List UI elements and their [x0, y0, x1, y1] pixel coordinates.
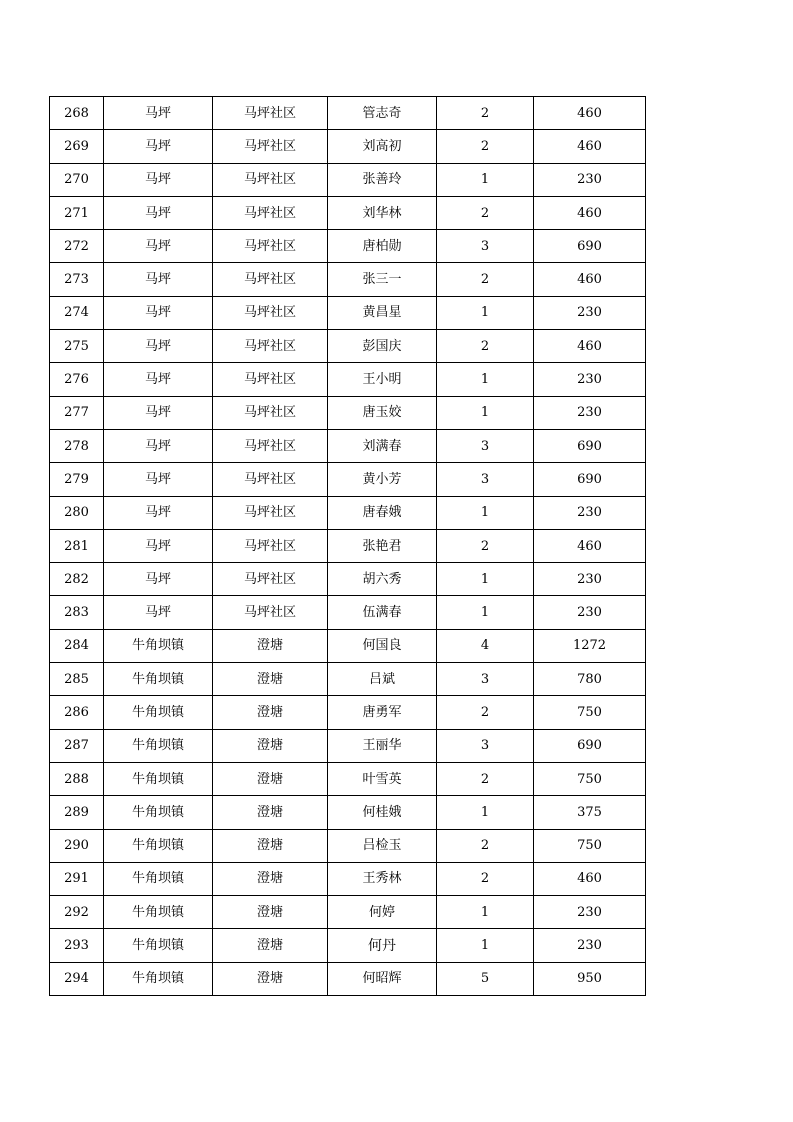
town-cell: 马坪 [104, 330, 213, 363]
village-cell: 澄塘 [213, 962, 328, 995]
household-count-cell: 2 [437, 529, 534, 562]
row-number-cell: 269 [50, 130, 104, 163]
amount-cell: 375 [534, 796, 646, 829]
amount-cell: 230 [534, 163, 646, 196]
row-number-cell: 279 [50, 463, 104, 496]
amount-cell: 750 [534, 696, 646, 729]
amount-cell: 230 [534, 896, 646, 929]
row-number-cell: 287 [50, 729, 104, 762]
amount-cell: 460 [534, 130, 646, 163]
household-count-cell: 2 [437, 330, 534, 363]
row-number-cell: 293 [50, 929, 104, 962]
table-row [50, 363, 646, 396]
village-cell: 澄塘 [213, 762, 328, 795]
row-number-cell: 288 [50, 762, 104, 795]
row-number-cell: 294 [50, 962, 104, 995]
town-cell: 马坪 [104, 296, 213, 329]
town-cell: 马坪 [104, 230, 213, 263]
table-row [50, 663, 646, 696]
household-count-cell: 5 [437, 962, 534, 995]
amount-cell: 690 [534, 429, 646, 462]
amount-cell: 230 [534, 396, 646, 429]
village-cell: 澄塘 [213, 629, 328, 662]
table-row [50, 929, 646, 962]
household-count-cell: 1 [437, 163, 534, 196]
town-cell: 牛角坝镇 [104, 729, 213, 762]
household-count-cell: 1 [437, 563, 534, 596]
amount-cell: 460 [534, 196, 646, 229]
row-number-cell: 277 [50, 396, 104, 429]
name-cell: 何国良 [328, 629, 437, 662]
village-cell: 马坪社区 [213, 529, 328, 562]
table-row [50, 463, 646, 496]
name-cell: 黄昌星 [328, 296, 437, 329]
name-cell: 吕检玉 [328, 829, 437, 862]
amount-cell: 750 [534, 762, 646, 795]
village-cell: 马坪社区 [213, 230, 328, 263]
row-number-cell: 276 [50, 363, 104, 396]
household-count-cell: 2 [437, 862, 534, 895]
table-row [50, 230, 646, 263]
table-row [50, 97, 646, 130]
household-count-cell: 2 [437, 196, 534, 229]
town-cell: 牛角坝镇 [104, 929, 213, 962]
household-count-cell: 1 [437, 796, 534, 829]
name-cell: 王秀林 [328, 862, 437, 895]
name-cell: 彭国庆 [328, 330, 437, 363]
amount-cell: 1272 [534, 629, 646, 662]
row-number-cell: 285 [50, 663, 104, 696]
village-cell: 澄塘 [213, 696, 328, 729]
household-count-cell: 1 [437, 896, 534, 929]
town-cell: 牛角坝镇 [104, 862, 213, 895]
village-cell: 马坪社区 [213, 296, 328, 329]
amount-cell: 690 [534, 463, 646, 496]
amount-cell: 230 [534, 496, 646, 529]
village-cell: 澄塘 [213, 829, 328, 862]
amount-cell: 690 [534, 729, 646, 762]
name-cell: 伍满春 [328, 596, 437, 629]
amount-cell: 460 [534, 97, 646, 130]
town-cell: 马坪 [104, 263, 213, 296]
town-cell: 牛角坝镇 [104, 962, 213, 995]
row-number-cell: 274 [50, 296, 104, 329]
town-cell: 马坪 [104, 97, 213, 130]
town-cell: 牛角坝镇 [104, 629, 213, 662]
village-cell: 马坪社区 [213, 496, 328, 529]
table-row [50, 696, 646, 729]
village-cell: 澄塘 [213, 796, 328, 829]
village-cell: 马坪社区 [213, 396, 328, 429]
village-cell: 澄塘 [213, 929, 328, 962]
household-count-cell: 1 [437, 296, 534, 329]
row-number-cell: 268 [50, 97, 104, 130]
amount-cell: 230 [534, 563, 646, 596]
household-count-cell: 2 [437, 762, 534, 795]
name-cell: 唐柏勋 [328, 230, 437, 263]
town-cell: 马坪 [104, 563, 213, 596]
village-cell: 马坪社区 [213, 563, 328, 596]
household-count-cell: 4 [437, 629, 534, 662]
household-count-cell: 3 [437, 463, 534, 496]
name-cell: 吕斌 [328, 663, 437, 696]
row-number-cell: 290 [50, 829, 104, 862]
table-row [50, 962, 646, 995]
amount-cell: 230 [534, 596, 646, 629]
name-cell: 唐勇军 [328, 696, 437, 729]
town-cell: 马坪 [104, 363, 213, 396]
village-cell: 澄塘 [213, 896, 328, 929]
table-row [50, 396, 646, 429]
name-cell: 何婷 [328, 896, 437, 929]
village-cell: 马坪社区 [213, 196, 328, 229]
row-number-cell: 283 [50, 596, 104, 629]
row-number-cell: 284 [50, 629, 104, 662]
name-cell: 何昭辉 [328, 962, 437, 995]
household-count-cell: 2 [437, 263, 534, 296]
amount-cell: 230 [534, 929, 646, 962]
town-cell: 马坪 [104, 429, 213, 462]
table-row [50, 563, 646, 596]
row-number-cell: 286 [50, 696, 104, 729]
town-cell: 牛角坝镇 [104, 696, 213, 729]
name-cell: 何丹 [328, 929, 437, 962]
household-count-cell: 2 [437, 97, 534, 130]
name-cell: 王丽华 [328, 729, 437, 762]
name-cell: 王小明 [328, 363, 437, 396]
name-cell: 胡六秀 [328, 563, 437, 596]
amount-cell: 780 [534, 663, 646, 696]
amount-cell: 460 [534, 330, 646, 363]
village-cell: 澄塘 [213, 663, 328, 696]
table-row [50, 829, 646, 862]
roster-body [50, 97, 646, 996]
town-cell: 马坪 [104, 463, 213, 496]
amount-cell: 230 [534, 296, 646, 329]
name-cell: 张艳君 [328, 529, 437, 562]
table-row [50, 296, 646, 329]
amount-cell: 750 [534, 829, 646, 862]
table-row [50, 862, 646, 895]
name-cell: 叶雪英 [328, 762, 437, 795]
name-cell: 唐春娥 [328, 496, 437, 529]
roster-table [49, 96, 646, 996]
village-cell: 马坪社区 [213, 163, 328, 196]
row-number-cell: 280 [50, 496, 104, 529]
table-row [50, 796, 646, 829]
village-cell: 马坪社区 [213, 363, 328, 396]
name-cell: 唐玉姣 [328, 396, 437, 429]
amount-cell: 460 [534, 862, 646, 895]
table-row [50, 762, 646, 795]
household-count-cell: 2 [437, 829, 534, 862]
town-cell: 马坪 [104, 163, 213, 196]
amount-cell: 230 [534, 363, 646, 396]
village-cell: 澄塘 [213, 729, 328, 762]
table-row [50, 330, 646, 363]
name-cell: 刘满春 [328, 429, 437, 462]
town-cell: 马坪 [104, 529, 213, 562]
table-row [50, 263, 646, 296]
town-cell: 马坪 [104, 396, 213, 429]
household-count-cell: 2 [437, 696, 534, 729]
household-count-cell: 3 [437, 729, 534, 762]
town-cell: 牛角坝镇 [104, 796, 213, 829]
town-cell: 马坪 [104, 196, 213, 229]
row-number-cell: 271 [50, 196, 104, 229]
village-cell: 马坪社区 [213, 429, 328, 462]
town-cell: 牛角坝镇 [104, 896, 213, 929]
town-cell: 牛角坝镇 [104, 663, 213, 696]
household-count-cell: 2 [437, 130, 534, 163]
table-row [50, 496, 646, 529]
table-row [50, 529, 646, 562]
name-cell: 刘高初 [328, 130, 437, 163]
row-number-cell: 270 [50, 163, 104, 196]
village-cell: 马坪社区 [213, 97, 328, 130]
village-cell: 马坪社区 [213, 263, 328, 296]
household-count-cell: 1 [437, 596, 534, 629]
table-row [50, 896, 646, 929]
household-count-cell: 3 [437, 663, 534, 696]
village-cell: 马坪社区 [213, 330, 328, 363]
row-number-cell: 278 [50, 429, 104, 462]
name-cell: 黄小芳 [328, 463, 437, 496]
town-cell: 牛角坝镇 [104, 762, 213, 795]
row-number-cell: 272 [50, 230, 104, 263]
household-count-cell: 3 [437, 429, 534, 462]
name-cell: 张三一 [328, 263, 437, 296]
village-cell: 马坪社区 [213, 130, 328, 163]
name-cell: 张善玲 [328, 163, 437, 196]
row-number-cell: 291 [50, 862, 104, 895]
village-cell: 澄塘 [213, 862, 328, 895]
table-row [50, 596, 646, 629]
table-row [50, 196, 646, 229]
row-number-cell: 289 [50, 796, 104, 829]
household-count-cell: 3 [437, 230, 534, 263]
town-cell: 牛角坝镇 [104, 829, 213, 862]
name-cell: 管志奇 [328, 97, 437, 130]
town-cell: 马坪 [104, 130, 213, 163]
row-number-cell: 281 [50, 529, 104, 562]
table-row [50, 130, 646, 163]
table-row [50, 629, 646, 662]
town-cell: 马坪 [104, 596, 213, 629]
village-cell: 马坪社区 [213, 463, 328, 496]
name-cell: 何桂娥 [328, 796, 437, 829]
row-number-cell: 273 [50, 263, 104, 296]
row-number-cell: 275 [50, 330, 104, 363]
village-cell: 马坪社区 [213, 596, 328, 629]
amount-cell: 950 [534, 962, 646, 995]
table-row [50, 729, 646, 762]
amount-cell: 460 [534, 529, 646, 562]
household-count-cell: 1 [437, 929, 534, 962]
amount-cell: 690 [534, 230, 646, 263]
amount-cell: 460 [534, 263, 646, 296]
town-cell: 马坪 [104, 496, 213, 529]
household-count-cell: 1 [437, 363, 534, 396]
row-number-cell: 282 [50, 563, 104, 596]
household-count-cell: 1 [437, 396, 534, 429]
name-cell: 刘华林 [328, 196, 437, 229]
table-row [50, 429, 646, 462]
table-row [50, 163, 646, 196]
household-count-cell: 1 [437, 496, 534, 529]
row-number-cell: 292 [50, 896, 104, 929]
